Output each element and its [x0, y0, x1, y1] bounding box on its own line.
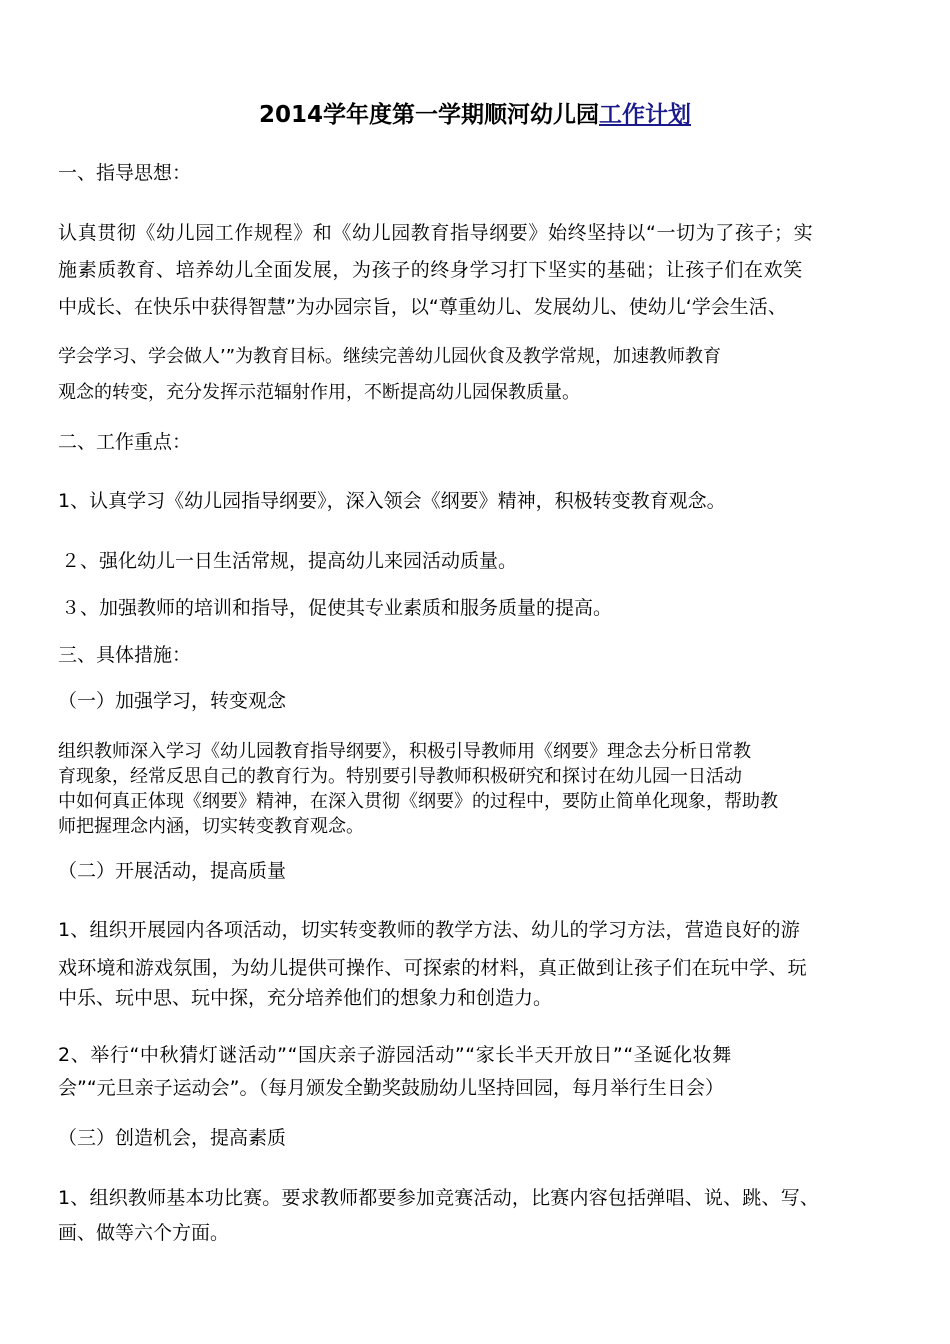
- section1-line: 认真贯彻《幼儿园工作规程》和《幼儿园教育指导纲要》始终坚持以“一切为了孩子；实: [58, 222, 814, 244]
- section1-line: 观念的转变，充分发挥示范辐射作用，不断提高幼儿园保教质量。: [58, 382, 580, 403]
- subsection3-heading: （三）创造机会，提高素质: [58, 1127, 287, 1149]
- subsection2-item1-line: 1、组织开展园内各项活动，切实转变教师的教学方法、幼儿的学习方法，营造良好的游: [58, 919, 800, 941]
- document-title: [0, 100, 950, 130]
- subsection1-line: 组织教师深入学习《幼儿园教育指导纲要》，积极引导教师用《纲要》理念去分析日常教: [58, 741, 751, 762]
- subsection3-item1-line: 1、组织教师基本功比赛。要求教师都要参加竞赛活动，比赛内容包括弹唱、说、跳、写、: [58, 1187, 820, 1209]
- section1-line: 学会学习、学会做人’”为教育目标。继续完善幼儿园伙食及教学常规，加速教师教育: [58, 346, 722, 367]
- section2-item: 1、认真学习《幼儿园指导纲要》，深入领会《纲要》精神，积极转变教育观念。: [58, 490, 726, 512]
- section2-item: ３、加强教师的培训和指导，促使其专业素质和服务质量的提高。: [61, 597, 613, 619]
- subsection1-line: 育现象，经常反思自己的教育行为。特别要引导教师积极研究和探讨在幼儿园一日活动: [58, 766, 742, 787]
- subsection1-line: 师把握理念内涵，切实转变教育观念。: [58, 816, 364, 837]
- subsection2-item2-line: 2、举行“中秋猜灯谜活动”“国庆亲子游园活动”“家长半天开放日”“圣诞化妆舞: [58, 1044, 732, 1066]
- section3-heading: 三、具体措施：: [58, 644, 192, 666]
- title-link-work-plan[interactable]: 工作计划: [599, 102, 691, 128]
- section1-line: 施素质教育、培养幼儿全面发展，为孩子的终身学习打下坚实的基础；让孩子们在欢笑: [58, 259, 803, 281]
- subsection3-item1-line: 画、做等六个方面。: [58, 1222, 230, 1244]
- subsection2-heading: （二）开展活动，提高质量: [58, 860, 287, 882]
- subsection2-item1-line: 戏环境和游戏氛围，为幼儿提供可操作、可探索的材料，真正做到让孩子们在玩中学、玩: [58, 957, 807, 979]
- subsection2-item1-line: 中乐、玩中思、玩中探，充分培养他们的想象力和创造力。: [58, 987, 553, 1009]
- subsection1-heading: （一）加强学习，转变观念: [58, 690, 287, 712]
- section2-item: ２、强化幼儿一日生活常规，提高幼儿来园活动质量。: [61, 550, 518, 572]
- section2-heading: 二、工作重点：: [58, 431, 192, 453]
- title-main-text: 2014学年度第一学期顺河幼儿园: [258, 102, 599, 128]
- section1-heading: 一、指导思想：: [58, 162, 192, 184]
- subsection2-item2-line: 会”“元旦亲子运动会”。（每月颁发全勤奖鼓励幼儿坚持回园，每月举行生日会）: [58, 1077, 725, 1099]
- section1-line: 中成长、在快乐中获得智慧”为办园宗旨，以“尊重幼儿、发展幼儿、使幼儿‘学会生活、: [58, 296, 787, 318]
- subsection1-line: 中如何真正体现《纲要》精神，在深入贯彻《纲要》的过程中，要防止简单化现象，帮助教: [58, 791, 778, 812]
